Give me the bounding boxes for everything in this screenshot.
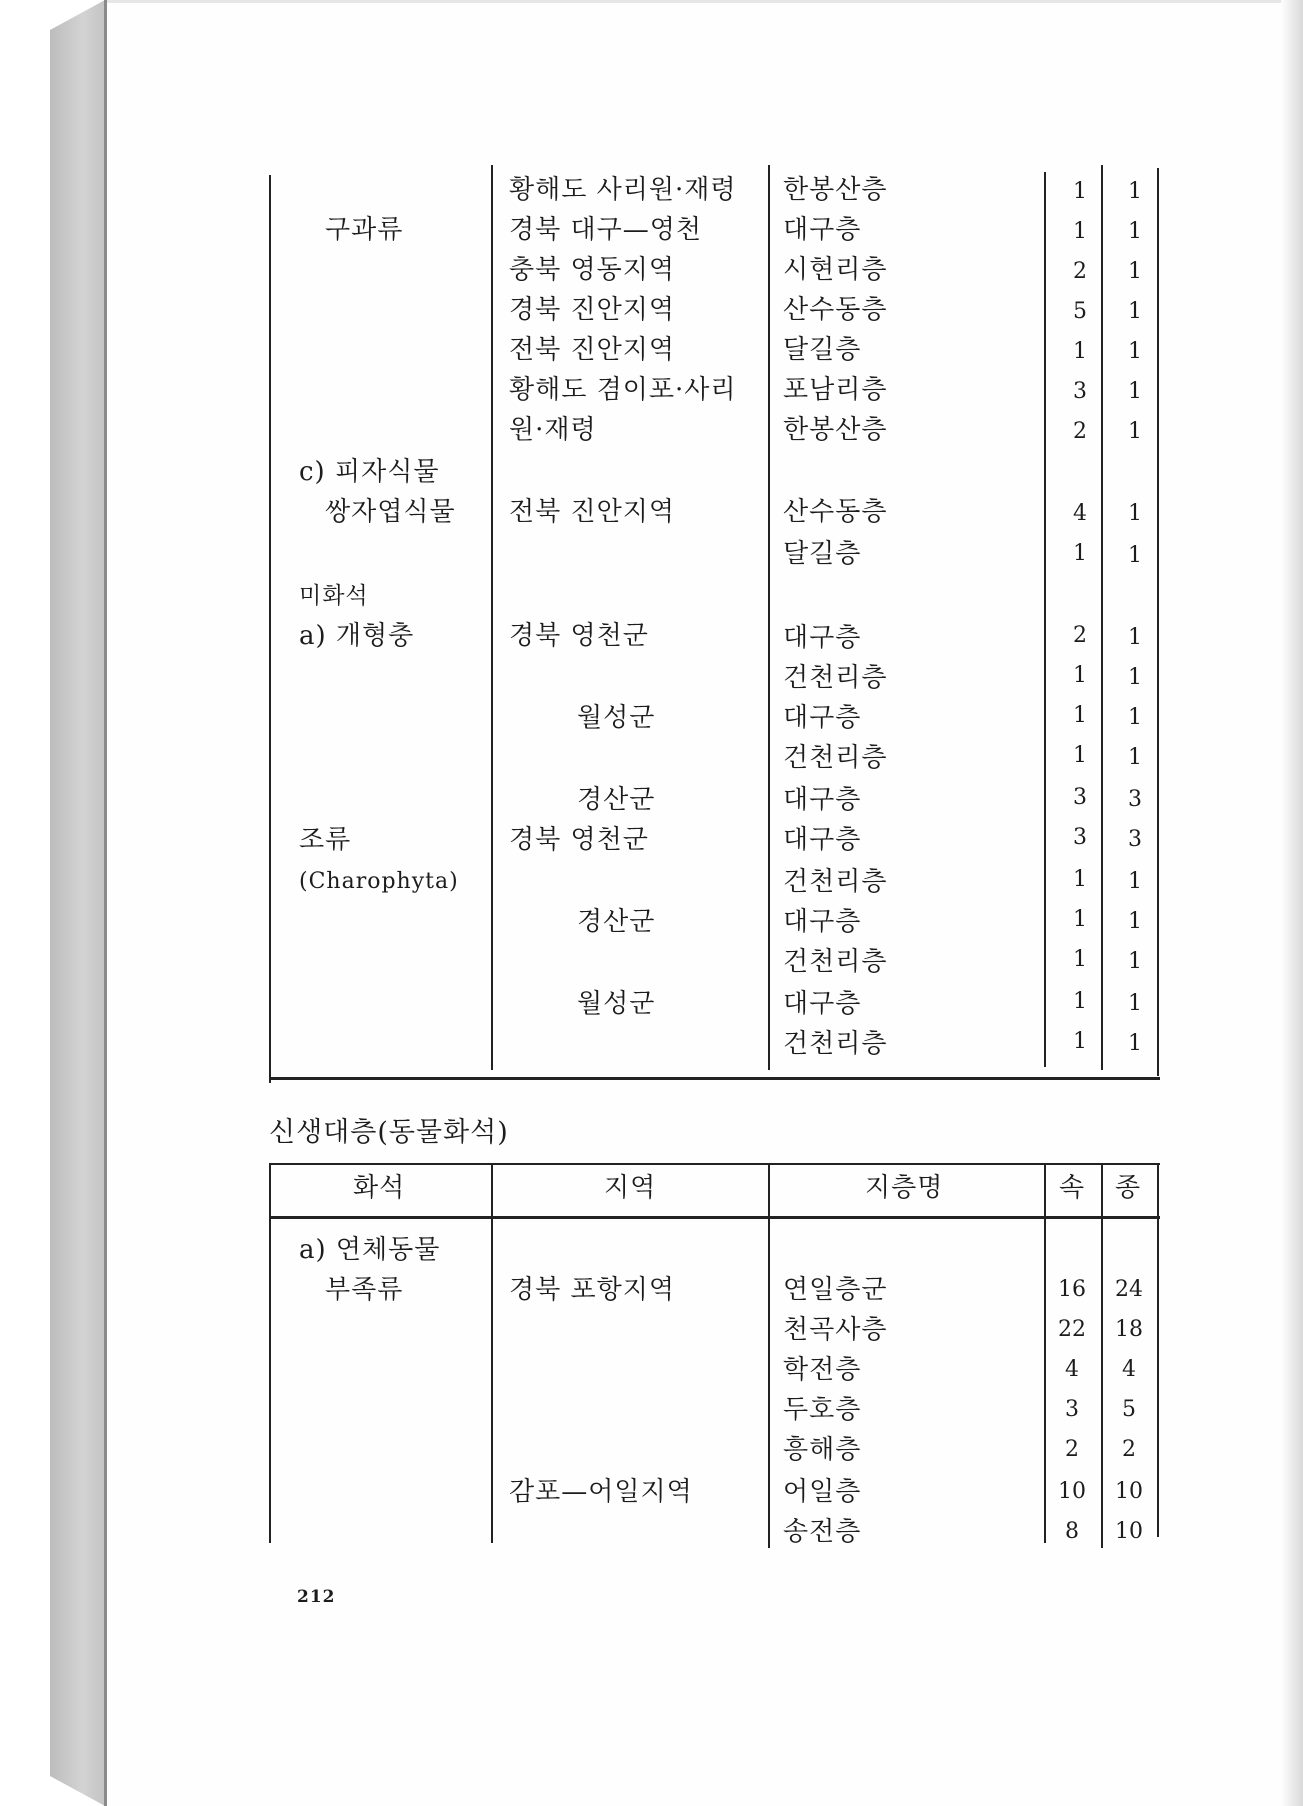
- cell-genus: 1: [1073, 541, 1087, 566]
- cell-species: 5: [1122, 1397, 1136, 1422]
- cell-region: 경북 진안지역: [509, 295, 675, 325]
- cell-species: 2: [1122, 1437, 1136, 1462]
- cell-formation: 대구층: [783, 703, 862, 733]
- table1-divider-species: [1101, 165, 1103, 1070]
- cell-genus: 1: [1073, 989, 1087, 1014]
- cell-species: 1: [1128, 869, 1142, 894]
- cell-genus: 2: [1073, 419, 1087, 444]
- cell-genus: 10: [1058, 1479, 1086, 1504]
- cell-formation: 흥해층: [783, 1435, 862, 1465]
- cell-genus: 1: [1073, 743, 1087, 768]
- cell-genus: 1: [1073, 663, 1087, 688]
- cell-genus: 2: [1065, 1437, 1079, 1462]
- cell-formation: 시현리층: [783, 255, 888, 285]
- table2-divider-region: [491, 1163, 493, 1543]
- table2-top-rule: [270, 1163, 1160, 1165]
- cell-formation: 대구층: [783, 623, 862, 653]
- cell-species: 3: [1128, 827, 1142, 852]
- cell-formation: 대구층: [783, 907, 862, 937]
- cell-genus: 5: [1073, 299, 1087, 324]
- cell-region: 감포—어일지역: [509, 1477, 693, 1507]
- cell-formation: 건천리층: [783, 867, 888, 897]
- cell-formation: 산수동층: [783, 497, 888, 527]
- header-region: 지역: [604, 1173, 657, 1203]
- table2-right-border: [1157, 1163, 1159, 1537]
- cell-formation: 달길층: [783, 539, 862, 569]
- cell-species: 10: [1115, 1519, 1143, 1544]
- cell-species: 1: [1128, 909, 1142, 934]
- cell-formation: 한봉산층: [783, 415, 888, 445]
- cell-species: 1: [1128, 949, 1142, 974]
- table1-left-border: [269, 175, 271, 1083]
- page-right-shadow: [1281, 0, 1303, 1806]
- cell-species: 10: [1115, 1479, 1143, 1504]
- table2-divider-species: [1101, 1163, 1103, 1548]
- cell-genus: 3: [1073, 825, 1087, 850]
- cell-fossil: (Charophyta): [299, 869, 459, 894]
- cell-genus: 22: [1058, 1317, 1086, 1342]
- cell-genus: 3: [1065, 1397, 1079, 1422]
- cell-region: 경북 대구—영천: [509, 215, 702, 245]
- page-top-edge: [107, 0, 1281, 3]
- cell-fossil: 부족류: [325, 1275, 404, 1305]
- cell-formation: 산수동층: [783, 295, 888, 325]
- cell-species: 1: [1128, 219, 1142, 244]
- cell-region: 원·재령: [509, 415, 597, 445]
- table2-header-rule: [270, 1216, 1160, 1219]
- cell-formation: 건천리층: [783, 663, 888, 693]
- cell-region: 충북 영동지역: [509, 255, 675, 285]
- cell-species: 1: [1128, 705, 1142, 730]
- cell-species: 1: [1128, 991, 1142, 1016]
- cell-region: 전북 진안지역: [509, 497, 675, 527]
- cell-genus: 3: [1073, 785, 1087, 810]
- cell-region: 경북 영천군: [509, 621, 649, 651]
- cell-region: 전북 진안지역: [509, 335, 675, 365]
- cell-fossil: 쌍자엽식물: [325, 497, 456, 527]
- cell-region: 경산군: [577, 785, 656, 815]
- table1-divider-genus: [1044, 172, 1046, 1067]
- table1-divider-formation: [768, 165, 770, 1070]
- cell-species: 3: [1128, 787, 1142, 812]
- section-title: 신생대층(동물화석): [269, 1117, 509, 1148]
- cell-region: 경북 영천군: [509, 825, 649, 855]
- header-formation: 지층명: [865, 1173, 944, 1203]
- cell-formation: 어일층: [783, 1477, 862, 1507]
- cell-species: 1: [1128, 1031, 1142, 1056]
- header-fossil: 화석: [353, 1173, 406, 1203]
- cell-species: 1: [1128, 501, 1142, 526]
- cell-species: 1: [1128, 299, 1142, 324]
- cell-region: 경북 포항지역: [509, 1275, 675, 1305]
- cell-region: 월성군: [577, 703, 656, 733]
- table2-divider-genus: [1044, 1163, 1046, 1543]
- cell-formation: 포남리층: [783, 375, 888, 405]
- cell-formation: 건천리층: [783, 743, 888, 773]
- page-number: 212: [297, 1587, 336, 1607]
- cell-genus: 1: [1073, 867, 1087, 892]
- cell-formation: 두호층: [783, 1395, 862, 1425]
- cell-region: 황해도 사리원·재령: [509, 175, 737, 205]
- table1-divider-region: [491, 165, 493, 1070]
- table1-right-border: [1157, 168, 1159, 1076]
- cell-species: 18: [1115, 1317, 1143, 1342]
- table1-bottom-rule: [270, 1077, 1160, 1080]
- cell-formation: 천곡사층: [783, 1315, 888, 1345]
- cell-formation: 송전층: [783, 1517, 862, 1547]
- cell-fossil: a) 개형충: [299, 621, 415, 651]
- cell-fossil: a) 연체동물: [299, 1235, 441, 1265]
- cell-genus: 3: [1073, 379, 1087, 404]
- header-species: 종: [1115, 1173, 1142, 1203]
- cell-formation: 대구층: [783, 989, 862, 1019]
- cell-formation: 건천리층: [783, 947, 888, 977]
- cell-species: 1: [1128, 259, 1142, 284]
- cell-species: 24: [1115, 1277, 1143, 1302]
- cell-fossil: 구과류: [325, 215, 404, 245]
- book-page: [107, 0, 1303, 1806]
- cell-formation: 달길층: [783, 335, 862, 365]
- cell-species: 4: [1122, 1357, 1136, 1382]
- cell-genus: 1: [1073, 907, 1087, 932]
- cell-formation: 대구층: [783, 825, 862, 855]
- cell-fossil: 미화석: [299, 583, 369, 609]
- table2-divider-formation: [768, 1163, 770, 1548]
- cell-genus: 1: [1073, 1029, 1087, 1054]
- cell-species: 1: [1128, 179, 1142, 204]
- cell-genus: 4: [1065, 1357, 1079, 1382]
- book-edge: [50, 0, 105, 1806]
- cell-fossil: 조류: [299, 825, 352, 855]
- cell-species: 1: [1128, 625, 1142, 650]
- cell-formation: 연일층군: [783, 1275, 888, 1305]
- cell-formation: 한봉산층: [783, 175, 888, 205]
- cell-species: 1: [1128, 379, 1142, 404]
- cell-formation: 건천리층: [783, 1029, 888, 1059]
- cell-formation: 학전층: [783, 1355, 862, 1385]
- cell-region: 황해도 겸이포·사리: [509, 375, 737, 405]
- cell-genus: 2: [1073, 623, 1087, 648]
- cell-region: 경산군: [577, 907, 656, 937]
- cell-genus: 2: [1073, 259, 1087, 284]
- cell-species: 1: [1128, 745, 1142, 770]
- cell-species: 1: [1128, 543, 1142, 568]
- cell-formation: 대구층: [783, 215, 862, 245]
- cell-genus: 1: [1073, 703, 1087, 728]
- table2-left-border: [269, 1163, 271, 1543]
- cell-fossil: c) 피자식물: [299, 457, 440, 487]
- cell-species: 1: [1128, 419, 1142, 444]
- cell-genus: 1: [1073, 219, 1087, 244]
- cell-genus: 4: [1073, 501, 1087, 526]
- cell-genus: 1: [1073, 947, 1087, 972]
- cell-formation: 대구층: [783, 785, 862, 815]
- cell-genus: 16: [1058, 1277, 1086, 1302]
- cell-genus: 8: [1065, 1519, 1079, 1544]
- cell-species: 1: [1128, 665, 1142, 690]
- cell-region: 월성군: [577, 989, 656, 1019]
- cell-genus: 1: [1073, 339, 1087, 364]
- header-genus: 속: [1059, 1173, 1086, 1203]
- cell-genus: 1: [1073, 179, 1087, 204]
- cell-species: 1: [1128, 339, 1142, 364]
